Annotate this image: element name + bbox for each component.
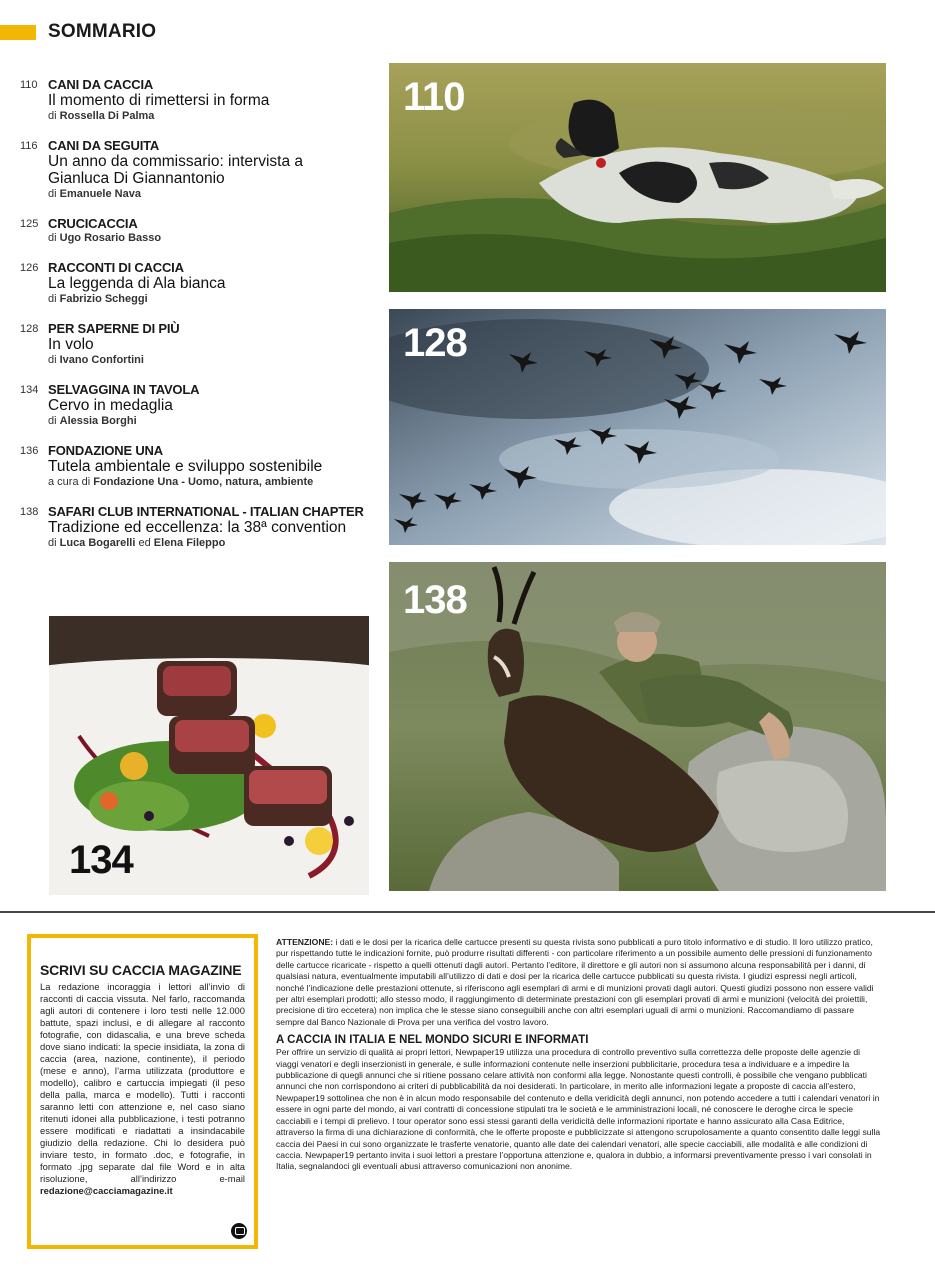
- box-title: SCRIVI SU CACCIA MAGAZINE: [40, 962, 242, 978]
- toc-page-number: 125: [20, 218, 39, 230]
- toc-category: CRUCICACCIA: [48, 216, 138, 231]
- toc-title: Tradizione ed eccellenza: la 38ª convention: [48, 519, 347, 536]
- toc-page-number: 128: [20, 323, 39, 335]
- notes-body: Per offrire un servizio di qualità ai propri lettori, Newpaper19 utilizza una procedura di controllo preventivo sulla correttezza delle proposte delle agenzie di viaggi venatori e degli inserzionisti in generale, e sulle informazioni contenute nelle inserzioni pubblicitarie, procedura tesa a individuare e a impedire la pubblicazione di quegli annunci che si ritiene possano celare attività non conformi alla legge. Nonostante questi controlli, è possibile che vengano pubblicati annunci che non corrispondono ai criteri di pubblicabilità da noi desiderati. In particolare, in merito alle informazioni legate a proposte di caccia all’estero, Newpaper19 sottolinea che non è in alcun modo responsabile del contenuto e della veridicità degli annunci, non potendo accedere a tutti i calendari venatori in essere in ogni parte del mondo, ai vari contratti di concessione stipulati tra le società e le amministrazioni locali, né conoscere le deroghe circa le specie cacciabili e i tempi di prelievo. I tour operator sono essi stessi garanti della veridicità delle informazioni riportate e hanno assicurato alla Casa Editrice, attraverso la firma di una dichiarazione di conformità, che le offerte proposte e pubblicizzate si attengono scrupolosamente a quanto consentito dalle leggi sulla caccia dei Paesi in cui sono organizzate le trasferte venatorie, quanto alle date dei calendari venatori, alle specie cacciabili, alle modalità e alle condizioni di caccia. Newpaper19 pertanto invita i suoi lettori a prestare l’opportuna attenzione e, qualora in dubbio, a informarsi preventivamente presso i vari consolati in Italia, segnalandoci gli eventuali abusi attraverso comunicazioni non anonime.: [276, 1047, 881, 1172]
- toc-title: Tutela ambientale e sviluppo sostenibile: [48, 458, 323, 475]
- message-icon: [231, 1223, 247, 1239]
- section-divider: [0, 911, 935, 913]
- toc-category: SELVAGGINA IN TAVOLA: [48, 382, 200, 397]
- toc-page-number: 126: [20, 262, 39, 274]
- toc-byline: di Fabrizio Scheggi: [48, 293, 148, 305]
- toc-page-number: 110: [20, 79, 38, 91]
- toc-category: CANI DA SEGUITA: [48, 138, 160, 153]
- toc-title: Cervo in medaglia: [48, 397, 173, 414]
- email-link[interactable]: redazione@cacciamagazine.it: [40, 1185, 173, 1196]
- page-title: SOMMARIO: [48, 21, 157, 42]
- box-body: La redazione incoraggia i lettori all’invio di racconti di caccia vissuta. Nel farlo, raccomanda agli autori di contenere i loro testi nelle 12.000 battute, spazi inclusi, e di allegare al racconto fotografie, con didascalia, e una breve scheda dove siano indicati: la specie insidiata, la zona di caccia (area, nazione, continente), il periodo (mese e anno), l’arma utilizzata (produttore e modello), calibro e cartuccia impiegati (il peso della palla, marca e modello). Tutti i racconti saranno letti con attenzione e, nel caso siano ritenuti idonei alla pubblicazione, i testi potranno essere modificati e riadattati a insindacabile giudizio della redazione. Chi lo desidera può inviare testo, in formato .doc, e fotografie, in formato .jpg separate dal file Word e in alta risoluzione, all’indirizzo e-mail redazione@cacciamagazine.it: [40, 981, 245, 1196]
- toc-byline: di Ivano Confortini: [48, 354, 144, 366]
- toc-category: RACCONTI DI CACCIA: [48, 260, 184, 275]
- toc-page-number: 136: [20, 445, 39, 457]
- toc-entry[interactable]: [0, 382, 380, 429]
- toc-byline: di Rossella Di Palma: [48, 110, 155, 122]
- toc-title: In volo: [48, 336, 94, 353]
- photo-page-number: 110: [403, 75, 465, 119]
- toc-page-number: 138: [20, 506, 39, 518]
- toc-entry[interactable]: [0, 443, 380, 490]
- toc-byline: di Luca Bogarelli ed Elena Fileppo: [48, 537, 226, 549]
- toc-entry[interactable]: [0, 216, 380, 246]
- toc-category: SAFARI CLUB INTERNATIONAL - ITALIAN CHAPTER: [48, 504, 364, 519]
- toc-title: Il momento di rimettersi in forma: [48, 92, 270, 109]
- toc-category: PER SAPERNE DI PIÙ: [48, 321, 180, 336]
- photo-food[interactable]: [49, 616, 369, 895]
- toc-byline: di Emanuele Nava: [48, 188, 141, 200]
- toc-entry[interactable]: [0, 321, 380, 368]
- toc-byline: di Alessia Borghi: [48, 415, 137, 427]
- disclaimer-notes: [276, 937, 881, 1173]
- header-accent-bar: [0, 25, 36, 40]
- toc-byline: di Ugo Rosario Basso: [48, 232, 162, 244]
- photo-geese[interactable]: [389, 309, 886, 545]
- toc-category: CANI DA CACCIA: [48, 77, 154, 92]
- toc-category: FONDAZIONE UNA: [48, 443, 163, 458]
- toc-title: Un anno da commissario: intervista a Gianluca Di Giannantonio: [48, 153, 304, 187]
- notes-heading: A CACCIA IN ITALIA E NEL MONDO SICURI E INFORMATI: [276, 1034, 589, 1047]
- photo-dog[interactable]: [389, 63, 886, 292]
- photo-page-number: 134: [69, 838, 133, 882]
- toc-entry[interactable]: [0, 504, 380, 551]
- toc-page-number: 134: [20, 384, 39, 396]
- photo-page-number: 128: [403, 321, 467, 365]
- table-of-contents: [0, 77, 380, 565]
- toc-page-number: 116: [20, 140, 38, 152]
- toc-byline: a cura di Fondazione Una - Uomo, natura, ambiente: [48, 476, 314, 488]
- toc-entry[interactable]: [0, 138, 380, 202]
- photo-chamois[interactable]: [389, 562, 886, 891]
- photo-page-number: 138: [403, 578, 467, 622]
- submission-box: [27, 934, 258, 1249]
- toc-entry[interactable]: [0, 77, 380, 124]
- toc-title: La leggenda di Ala bianca: [48, 275, 226, 292]
- toc-entry[interactable]: [0, 260, 380, 307]
- attention-note: ATTENZIONE: i dati e le dosi per la ricarica delle cartucce presenti su questa rivista sono pubblicati a puro titolo informativo e di studio. Il loro utilizzo pratico, pur rispettando tutte le indicazioni fornite, può produrre risultati differenti - con particolare riferimento a un possibile aumento delle pressioni di funzionamento delle cartucce ricaricate - rispetto a quelli ottenuti dagli autori. Pertanto l’editore, il direttore e gli autori non si assumono alcuna responsabilità per i danni, di qualsiasi natura, eventualmente imputabili all’utilizzo di dati e dosi per la ricarica delle cartucce pubblicati su questa rivista. I giudizi espressi negli articoli, nonché l’indicazione delle prestazioni ottenute, si riferiscono agli esemplari di armi e di munizioni provati dagli autori. Questi giudizi possono non essere validi per altri esemplari prodotti; allo stesso modo, il raggiungimento di determinate prestazioni con gli esemplari provati di armi e munizioni (velocità dei proiettili, precisione di tiro eccetera) non implica che le stesse siano conseguibili anche con altri esemplari uguali di armi o munizioni. Raccomandiamo di passare sempre dal Banco Nazionale di Prova per una verifica del vostro lavoro.: [276, 937, 874, 1027]
